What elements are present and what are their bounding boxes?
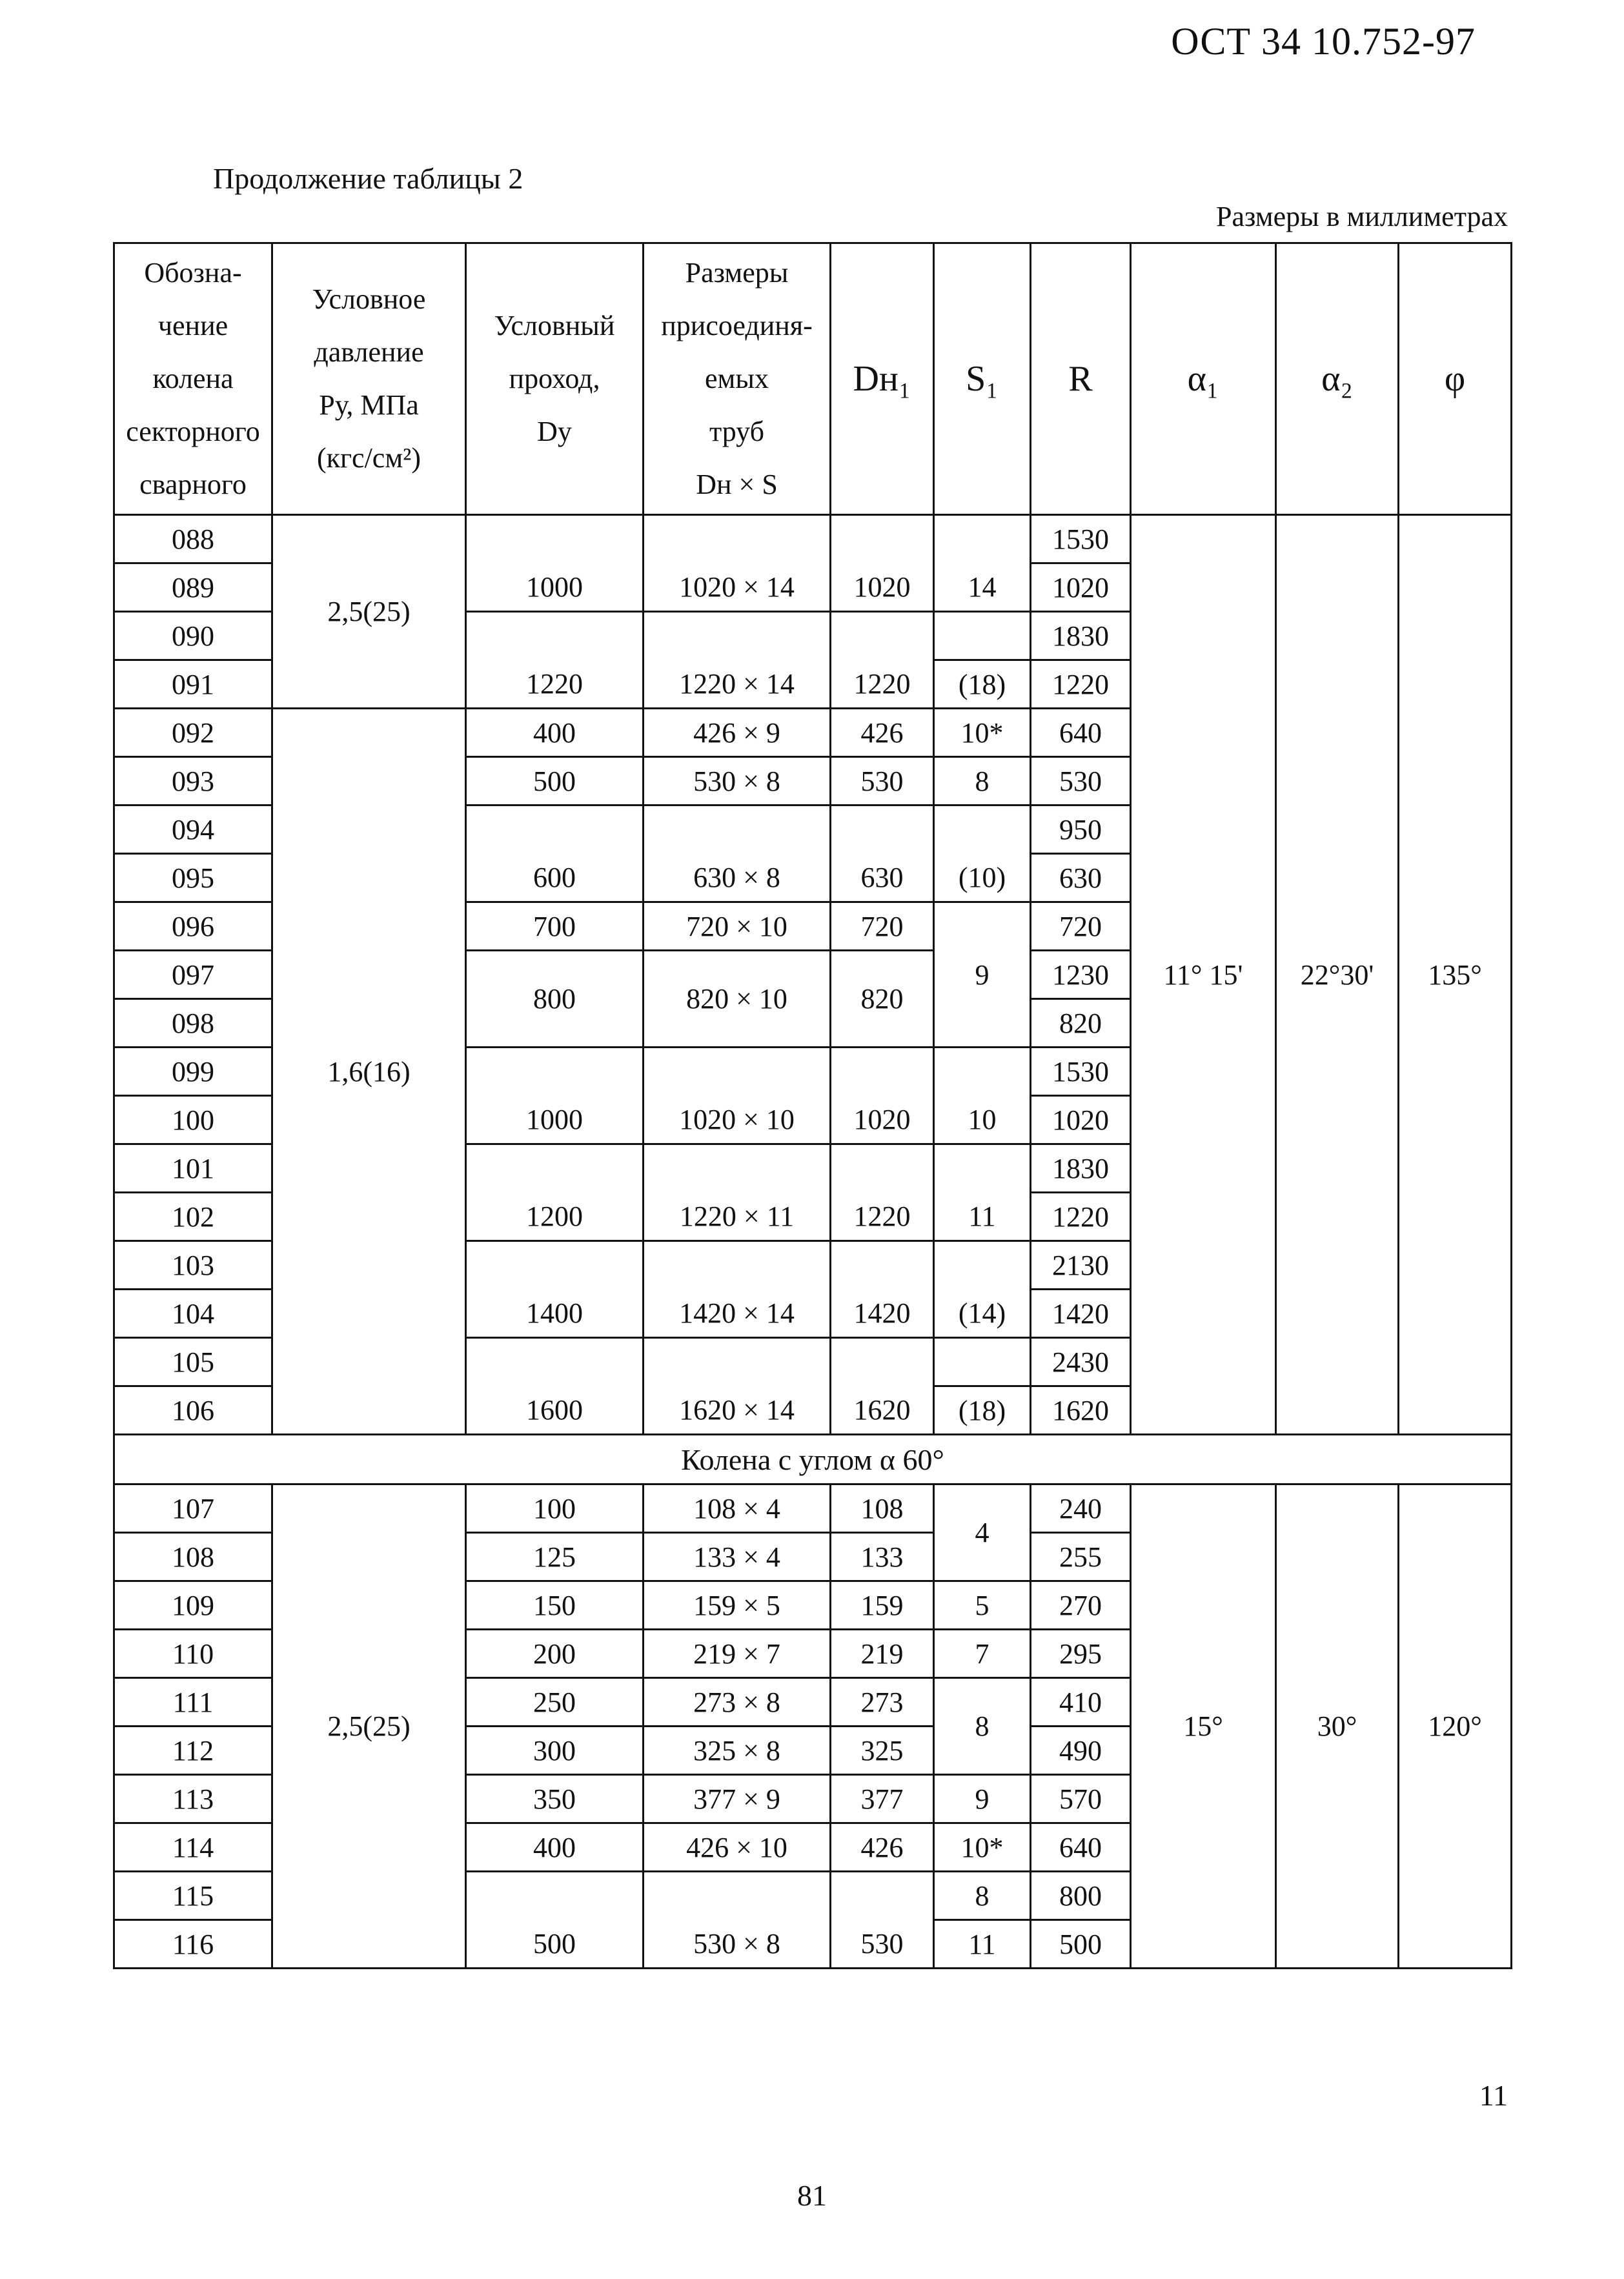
pipe-size-cell: 159 × 5 xyxy=(644,1581,831,1630)
dy-cell: 1000 xyxy=(466,1096,644,1144)
elbow-table xyxy=(113,242,1512,1969)
designation-cell: 088 xyxy=(114,515,272,563)
pipe-size-cell: 273 × 8 xyxy=(644,1678,831,1727)
dy-cell: 500 xyxy=(466,1920,644,1969)
dy-cell: 150 xyxy=(466,1581,644,1630)
r-cell: 240 xyxy=(1031,1484,1131,1533)
designation-cell: 099 xyxy=(114,1048,272,1096)
r-cell: 530 xyxy=(1031,757,1131,805)
pipe-size-cell: 133 × 4 xyxy=(644,1533,831,1581)
col-nominal-bore: Условный проход, Dу xyxy=(466,243,644,515)
r-cell: 640 xyxy=(1031,1823,1131,1872)
document-code: ОСТ 34 10.752-97 xyxy=(1171,20,1476,63)
pipe-size-cell: 108 × 4 xyxy=(644,1484,831,1533)
designation-cell: 106 xyxy=(114,1386,272,1435)
dy-cell: 400 xyxy=(466,709,644,757)
s1-cell: 10* xyxy=(934,1823,1031,1872)
table-body xyxy=(114,515,1512,1969)
empty-cell xyxy=(934,1338,1031,1386)
table-row xyxy=(114,515,1512,563)
designation-cell: 097 xyxy=(114,951,272,999)
empty-cell xyxy=(831,1048,934,1096)
r-cell: 720 xyxy=(1031,902,1131,951)
dn1-cell: 1020 xyxy=(831,563,934,612)
r-cell: 800 xyxy=(1031,1872,1131,1920)
dn1-cell: 108 xyxy=(831,1484,934,1533)
pipe-size-cell: 530 × 8 xyxy=(644,1920,831,1969)
dn1-cell: 1220 xyxy=(831,660,934,709)
r-cell: 500 xyxy=(1031,1920,1131,1969)
empty-cell xyxy=(466,805,644,854)
s1-cell: (14) xyxy=(934,1290,1031,1338)
dn1-cell: 219 xyxy=(831,1630,934,1678)
r-cell: 255 xyxy=(1031,1533,1131,1581)
section-title: Колена с углом α 60° xyxy=(114,1435,1512,1484)
pipe-size-cell: 1020 × 10 xyxy=(644,1096,831,1144)
pressure-cell: 2,5(25) xyxy=(272,1484,466,1969)
dy-cell: 250 xyxy=(466,1678,644,1727)
col-pipe-size: Размеры присоединя- емых труб Dн × S xyxy=(644,243,831,515)
r-cell: 1220 xyxy=(1031,1193,1131,1241)
s1-cell: 11 xyxy=(934,1920,1031,1969)
s1-cell: 5 xyxy=(934,1581,1031,1630)
r-cell: 1830 xyxy=(1031,612,1131,660)
col-r: R xyxy=(1031,243,1131,515)
s1-cell: 4 xyxy=(934,1484,1031,1581)
designation-cell: 102 xyxy=(114,1193,272,1241)
designation-cell: 116 xyxy=(114,1920,272,1969)
r-cell: 2130 xyxy=(1031,1241,1131,1290)
empty-cell xyxy=(644,805,831,854)
designation-cell: 093 xyxy=(114,757,272,805)
dn1-cell: 630 xyxy=(831,854,934,902)
dn1-cell: 530 xyxy=(831,757,934,805)
s1-cell: (10) xyxy=(934,854,1031,902)
designation-cell: 100 xyxy=(114,1096,272,1144)
alpha1-cell: 15° xyxy=(1131,1484,1276,1969)
designation-cell: 101 xyxy=(114,1144,272,1193)
r-cell: 1830 xyxy=(1031,1144,1131,1193)
dy-cell: 125 xyxy=(466,1533,644,1581)
pipe-size-cell: 1420 × 14 xyxy=(644,1290,831,1338)
dn1-cell: 720 xyxy=(831,902,934,951)
col-designation: Обозна- чение колена секторного сварного xyxy=(114,243,272,515)
empty-cell xyxy=(934,1241,1031,1290)
designation-cell: 107 xyxy=(114,1484,272,1533)
pipe-size-cell: 426 × 9 xyxy=(644,709,831,757)
col-s1: S₁ xyxy=(934,243,1031,515)
designation-cell: 115 xyxy=(114,1872,272,1920)
empty-cell xyxy=(831,1144,934,1193)
section-page-number: 11 xyxy=(1479,2079,1508,2112)
dn1-cell: 1220 xyxy=(831,1193,934,1241)
designation-cell: 089 xyxy=(114,563,272,612)
empty-cell xyxy=(644,1241,831,1290)
designation-cell: 098 xyxy=(114,999,272,1048)
empty-cell xyxy=(831,805,934,854)
col-phi: φ xyxy=(1399,243,1512,515)
table-header xyxy=(114,243,1512,515)
pipe-size-cell: 720 × 10 xyxy=(644,902,831,951)
s1-cell: 8 xyxy=(934,757,1031,805)
r-cell: 410 xyxy=(1031,1678,1131,1727)
pipe-size-cell: 530 × 8 xyxy=(644,757,831,805)
pressure-cell: 2,5(25) xyxy=(272,515,466,709)
s1-cell: 14 xyxy=(934,563,1031,612)
designation-cell: 095 xyxy=(114,854,272,902)
r-cell: 570 xyxy=(1031,1775,1131,1823)
designation-cell: 104 xyxy=(114,1290,272,1338)
alpha2-cell: 22°30' xyxy=(1276,515,1399,1435)
empty-cell xyxy=(831,515,934,563)
dy-cell: 600 xyxy=(466,854,644,902)
pipe-size-cell: 630 × 8 xyxy=(644,854,831,902)
empty-cell xyxy=(934,805,1031,854)
r-cell: 1230 xyxy=(1031,951,1131,999)
dy-cell: 1200 xyxy=(466,1193,644,1241)
empty-cell xyxy=(644,1872,831,1920)
dy-cell: 1220 xyxy=(466,660,644,709)
page-number: 81 xyxy=(797,2179,827,2212)
designation-cell: 091 xyxy=(114,660,272,709)
phi-cell: 120° xyxy=(1399,1484,1512,1969)
header-row xyxy=(114,243,1512,515)
r-cell: 1420 xyxy=(1031,1290,1131,1338)
dy-cell: 400 xyxy=(466,1823,644,1872)
designation-cell: 103 xyxy=(114,1241,272,1290)
dy-cell: 1000 xyxy=(466,563,644,612)
designation-cell: 090 xyxy=(114,612,272,660)
r-cell: 270 xyxy=(1031,1581,1131,1630)
empty-cell xyxy=(934,612,1031,660)
pressure-cell: 1,6(16) xyxy=(272,709,466,1435)
dn1-cell: 133 xyxy=(831,1533,934,1581)
empty-cell xyxy=(466,515,644,563)
table-row xyxy=(114,1484,1512,1533)
r-cell: 1530 xyxy=(1031,515,1131,563)
empty-cell xyxy=(466,1241,644,1290)
r-cell: 950 xyxy=(1031,805,1131,854)
dn1-cell: 377 xyxy=(831,1775,934,1823)
empty-cell xyxy=(831,612,934,660)
designation-cell: 109 xyxy=(114,1581,272,1630)
r-cell: 1530 xyxy=(1031,1048,1131,1096)
empty-cell xyxy=(831,1872,934,1920)
dy-cell: 700 xyxy=(466,902,644,951)
col-pressure: Условное давление Pу, МПа (кгс/см²) xyxy=(272,243,466,515)
empty-cell xyxy=(644,1144,831,1193)
r-cell: 820 xyxy=(1031,999,1131,1048)
r-cell: 295 xyxy=(1031,1630,1131,1678)
r-cell: 640 xyxy=(1031,709,1131,757)
s1-cell: 9 xyxy=(934,1775,1031,1823)
r-cell: 1620 xyxy=(1031,1386,1131,1435)
pipe-size-cell: 426 × 10 xyxy=(644,1823,831,1872)
pipe-size-cell: 219 × 7 xyxy=(644,1630,831,1678)
r-cell: 1220 xyxy=(1031,660,1131,709)
dn1-cell: 273 xyxy=(831,1678,934,1727)
designation-cell: 108 xyxy=(114,1533,272,1581)
dy-cell: 100 xyxy=(466,1484,644,1533)
r-cell: 1020 xyxy=(1031,563,1131,612)
dy-cell: 300 xyxy=(466,1727,644,1775)
phi-cell: 135° xyxy=(1399,515,1512,1435)
r-cell: 630 xyxy=(1031,854,1131,902)
s1-cell: (18) xyxy=(934,660,1031,709)
designation-cell: 114 xyxy=(114,1823,272,1872)
dn1-cell: 159 xyxy=(831,1581,934,1630)
alpha1-cell: 11° 15' xyxy=(1131,515,1276,1435)
dy-cell: 1600 xyxy=(466,1386,644,1435)
s1-cell: 10 xyxy=(934,1096,1031,1144)
col-alpha1: α₁ xyxy=(1131,243,1276,515)
section-row xyxy=(114,1435,1512,1484)
table-caption: Продолжение таблицы 2 xyxy=(213,162,523,195)
r-cell: 1020 xyxy=(1031,1096,1131,1144)
dn1-cell: 1020 xyxy=(831,1096,934,1144)
col-dn1: Dн₁ xyxy=(831,243,934,515)
empty-cell xyxy=(466,1144,644,1193)
dn1-cell: 325 xyxy=(831,1727,934,1775)
s1-cell: 7 xyxy=(934,1630,1031,1678)
empty-cell xyxy=(934,1048,1031,1096)
pipe-size-cell: 1220 × 14 xyxy=(644,660,831,709)
empty-cell xyxy=(466,612,644,660)
s1-cell: 11 xyxy=(934,1193,1031,1241)
empty-cell xyxy=(934,1144,1031,1193)
empty-cell xyxy=(831,1241,934,1290)
designation-cell: 113 xyxy=(114,1775,272,1823)
dn1-cell: 426 xyxy=(831,709,934,757)
pipe-size-cell: 820 × 10 xyxy=(644,951,831,1048)
col-alpha2: α₂ xyxy=(1276,243,1399,515)
dy-cell: 500 xyxy=(466,757,644,805)
dy-cell: 200 xyxy=(466,1630,644,1678)
designation-cell: 092 xyxy=(114,709,272,757)
empty-cell xyxy=(466,1048,644,1096)
dn1-cell: 1420 xyxy=(831,1290,934,1338)
pipe-size-cell: 377 × 9 xyxy=(644,1775,831,1823)
empty-cell xyxy=(466,1872,644,1920)
s1-cell: 9 xyxy=(934,902,1031,1048)
s1-cell: 8 xyxy=(934,1678,1031,1775)
designation-cell: 110 xyxy=(114,1630,272,1678)
dn1-cell: 820 xyxy=(831,951,934,1048)
units-note: Размеры в миллиметрах xyxy=(1216,201,1508,232)
dy-cell: 1400 xyxy=(466,1290,644,1338)
empty-cell xyxy=(644,515,831,563)
designation-cell: 112 xyxy=(114,1727,272,1775)
s1-cell: 10* xyxy=(934,709,1031,757)
dn1-cell: 1620 xyxy=(831,1386,934,1435)
empty-cell xyxy=(644,1048,831,1096)
alpha2-cell: 30° xyxy=(1276,1484,1399,1969)
empty-cell xyxy=(644,1338,831,1386)
s1-cell: (18) xyxy=(934,1386,1031,1435)
designation-cell: 111 xyxy=(114,1678,272,1727)
r-cell: 2430 xyxy=(1031,1338,1131,1386)
pipe-size-cell: 1020 × 14 xyxy=(644,563,831,612)
empty-cell xyxy=(644,612,831,660)
designation-cell: 094 xyxy=(114,805,272,854)
dn1-cell: 530 xyxy=(831,1920,934,1969)
empty-cell xyxy=(934,515,1031,563)
dn1-cell: 426 xyxy=(831,1823,934,1872)
empty-cell xyxy=(466,1338,644,1386)
dy-cell: 800 xyxy=(466,951,644,1048)
dy-cell: 350 xyxy=(466,1775,644,1823)
pipe-size-cell: 1620 × 14 xyxy=(644,1386,831,1435)
pipe-size-cell: 325 × 8 xyxy=(644,1727,831,1775)
s1-cell: 8 xyxy=(934,1872,1031,1920)
empty-cell xyxy=(831,1338,934,1386)
designation-cell: 096 xyxy=(114,902,272,951)
pipe-size-cell: 1220 × 11 xyxy=(644,1193,831,1241)
designation-cell: 105 xyxy=(114,1338,272,1386)
r-cell: 490 xyxy=(1031,1727,1131,1775)
